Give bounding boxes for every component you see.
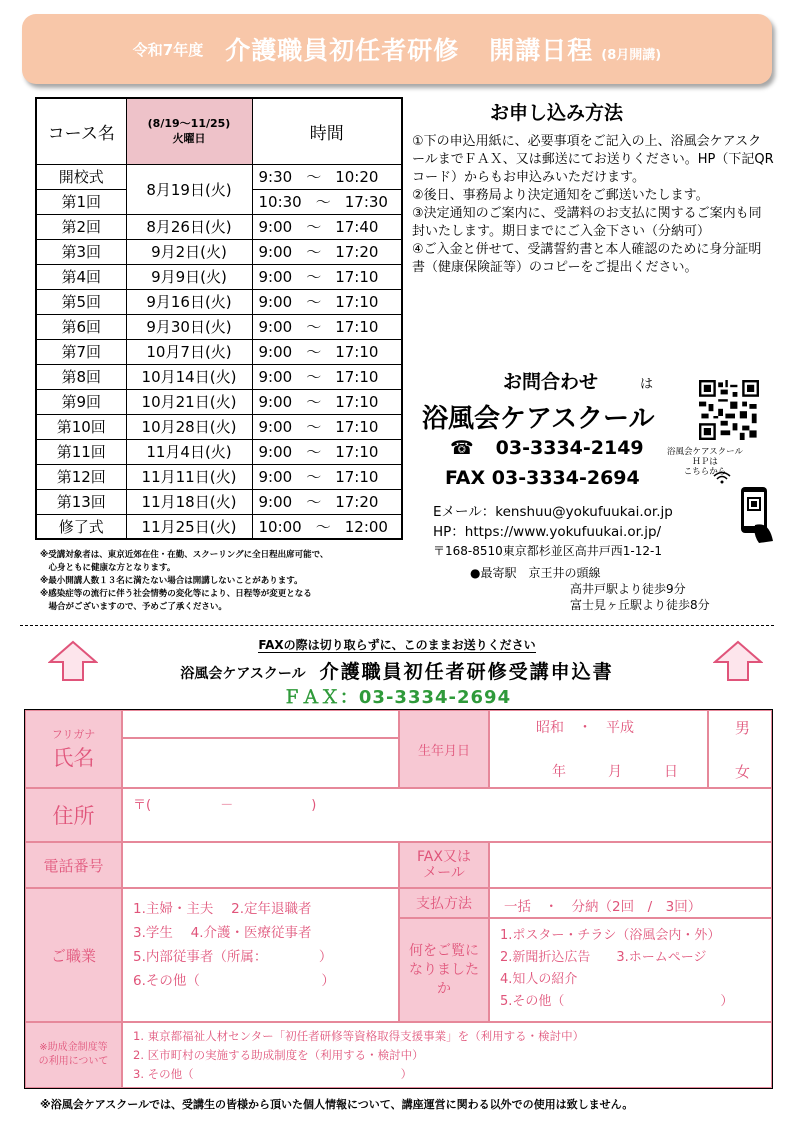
- schedule-date: 9月16日(火): [126, 289, 252, 314]
- schedule-notes: ※受講対象者は、東京近郊在住・在勤、スクーリングに全日程出席可能で、 心身ともに健康な方となります。 ※最小開講人数１３名に満たない場合は開講しないことがあります。 ※感染症等の流行に伴う社会情勢の変化等により、日程等が変更となる 場合がございますので、予めご了承ください。: [40, 550, 329, 612]
- schedule-header-course: コース名: [36, 98, 126, 164]
- schedule-row: [36, 164, 402, 189]
- phone-label-cell: 電話番号: [25, 842, 122, 888]
- up-arrow-icon: [713, 640, 763, 682]
- application-title: お申し込み方法: [490, 102, 624, 124]
- schedule-time: 9:00 ～ 17:10: [252, 264, 402, 289]
- application-form: [24, 709, 773, 1089]
- schedule-date: 11月18日(火): [126, 489, 252, 514]
- signal-icon: [712, 470, 732, 484]
- schedule-row: [36, 239, 402, 264]
- smartphone-scan-icon: [735, 485, 775, 545]
- schedule-date: 8月19日(火): [126, 164, 252, 214]
- contact-ha: は: [640, 377, 654, 392]
- occupation-options[interactable]: 1.主婦・主夫 2.定年退職者 3.学生 4.介護・医療従事者 5.内部従事者（所属： ） 6.その他（ ）: [122, 888, 399, 1022]
- schedule-time: 9:00 ～ 17:10: [252, 364, 402, 389]
- name-label-cell: フリガナ 氏名: [25, 710, 122, 788]
- header-subtitle: (8月開講): [601, 47, 662, 63]
- schedule-course-name: 第11回: [36, 439, 126, 464]
- header-title: 介護職員初任者研修: [225, 36, 460, 65]
- phone-field[interactable]: [122, 842, 399, 888]
- schedule-date: 8月26日(火): [126, 214, 252, 239]
- schedule-header-date: (8/19～11/25) 火曜日: [126, 98, 252, 164]
- form-fax-number: ＦＡＸ：03-3334-2694: [282, 687, 512, 708]
- schedule-time: 9:00 ～ 17:10: [252, 314, 402, 339]
- up-arrow-icon: [48, 640, 98, 682]
- contact-title: お問合わせ: [503, 371, 599, 393]
- header-title-schedule: 開講日程: [489, 36, 594, 65]
- schedule-row: [36, 314, 402, 339]
- contact-school-name: 浴風会ケアスクール: [422, 404, 655, 434]
- schedule-course-name: 第13回: [36, 489, 126, 514]
- application-steps: [412, 133, 774, 277]
- schedule-course-name: 第8回: [36, 364, 126, 389]
- schedule-course-name: 第7回: [36, 339, 126, 364]
- contact-tel: [450, 437, 644, 459]
- header-banner: [22, 14, 772, 84]
- schedule-course-name: 修了式: [36, 514, 126, 539]
- schedule-time: 9:00 ～ 17:10: [252, 339, 402, 364]
- schedule-table: [35, 97, 403, 540]
- schedule-date: 9月9日(火): [126, 264, 252, 289]
- fax-mail-label-cell: FAX又は メール: [399, 842, 489, 888]
- schedule-course-name: 第3回: [36, 239, 126, 264]
- application-step: ②後日、事務局より決定通知をご郵送いたします。: [412, 188, 709, 203]
- schedule-time: 9:00 ～ 17:10: [252, 439, 402, 464]
- fax-mail-field[interactable]: [489, 842, 772, 888]
- schedule-time: 9:00 ～ 17:40: [252, 214, 402, 239]
- schedule-row: [36, 289, 402, 314]
- schedule-date: 11月25日(火): [126, 514, 252, 539]
- contact-address: 〒168-8510東京都杉並区高井戸西1-12-1: [433, 544, 662, 558]
- schedule-row: [36, 264, 402, 289]
- schedule-time: 9:00 ～ 17:10: [252, 414, 402, 439]
- source-options[interactable]: 1.ポスター・チラシ（浴風会内・外） 2.新聞折込広告 3.ホームページ 4.知人の紹介 5.その他（ ）: [489, 918, 772, 1022]
- birthdate-field[interactable]: 昭和 ・ 平成 年 月 日: [489, 710, 708, 788]
- fax-note: FAXの際は切り取らずに、このままお送りください: [258, 638, 536, 652]
- birthdate-label-cell: 生年月日: [399, 710, 489, 788]
- name-field[interactable]: [122, 738, 399, 788]
- schedule-course-name: 第10回: [36, 414, 126, 439]
- schedule-time: 9:00 ～ 17:20: [252, 239, 402, 264]
- schedule-row: [36, 489, 402, 514]
- schedule-course-name: 第5回: [36, 289, 126, 314]
- schedule-row: [36, 214, 402, 239]
- nearest-station: ●最寄駅 京王井の頭線 高井戸駅より徒歩9分 富士見ヶ丘駅より徒歩8分: [470, 566, 710, 612]
- schedule-date: 9月30日(火): [126, 314, 252, 339]
- subsidy-options[interactable]: 1. 東京都福祉人材センター「初任者研修等資格取得支援事業」を（利用する・検討中） 2. 区市町村の実施する助成制度を（利用する・検討中） 3. その他（ ）: [122, 1022, 772, 1088]
- contact-tel-number[interactable]: 03-3334-2149: [495, 437, 644, 459]
- application-step: ③決定通知のご案内に、受講料のお支払に関するご案内も同封いたします。期日までにご入金下さい（分納可）: [412, 206, 762, 239]
- schedule-row: [36, 464, 402, 489]
- payment-options[interactable]: 一括 ・ 分納（2回 / 3回）: [489, 888, 772, 918]
- form-title: 浴風会ケアスクール 介護職員初任者研修受講申込書: [180, 661, 614, 683]
- telephone-icon: ☎: [450, 437, 474, 459]
- schedule-header-time: 時間: [252, 98, 402, 164]
- occupation-label-cell: ご職業: [25, 888, 122, 1022]
- contact-website[interactable]: HP：https://www.yokufuukai.or.jp/: [433, 524, 662, 540]
- cut-line-divider: [20, 625, 774, 626]
- application-step: ④ご入金と併せて、受講誓約書と本人確認のために身分証明書（健康保険証等）のコピーをご提出ください。: [412, 242, 762, 275]
- header-year: 令和7年度: [132, 40, 204, 59]
- address-field[interactable]: 〒( － ): [122, 788, 772, 842]
- contact-email[interactable]: Eメール：kenshuu@yokufuukai.or.jp: [433, 504, 673, 520]
- application-step: ①下の申込用紙に、必要事項をご記入の上、浴風会ケアスクールまでＦＡＸ、又は郵送にてお送りください。HP（下記QRコード）からもお申込みいただけます。: [412, 134, 774, 185]
- payment-label-cell: 支払方法: [399, 888, 489, 918]
- schedule-date: 10月21日(火): [126, 389, 252, 414]
- schedule-row: [36, 339, 402, 364]
- schedule-time: 9:30 ～ 10:20: [252, 164, 402, 189]
- schedule-course-name: 第6回: [36, 314, 126, 339]
- schedule-date: 9月2日(火): [126, 239, 252, 264]
- schedule-row: [36, 414, 402, 439]
- schedule-time: 9:00 ～ 17:10: [252, 289, 402, 314]
- schedule-time: 10:30 ～ 17:30: [252, 189, 402, 214]
- schedule-date: 10月28日(火): [126, 414, 252, 439]
- gender-field[interactable]: 男 女: [708, 710, 772, 788]
- schedule-course-name: 第1回: [36, 189, 126, 214]
- schedule-date: 10月7日(火): [126, 339, 252, 364]
- qr-code-icon[interactable]: [698, 380, 760, 440]
- schedule-row: [36, 439, 402, 464]
- privacy-footer: ※浴風会ケアスクールでは、受講生の皆様から頂いた個人情報について、講座運営に関わる以外での使用は致しません。: [40, 1098, 634, 1111]
- schedule-course-name: 第4回: [36, 264, 126, 289]
- schedule-date: 11月11日(火): [126, 464, 252, 489]
- schedule-course-name: 第2回: [36, 214, 126, 239]
- schedule-course-name: 第12回: [36, 464, 126, 489]
- schedule-row: [36, 514, 402, 539]
- schedule-course-name: 開校式: [36, 164, 126, 189]
- contact-fax: FAX 03-3334-2694: [445, 467, 640, 489]
- source-label-cell: 何をご覧になりましたか: [399, 918, 489, 1022]
- schedule-course-name: 第9回: [36, 389, 126, 414]
- qr-caption: 浴風会ケアスクール ＨＰは こちらから: [667, 447, 743, 477]
- schedule-row: [36, 364, 402, 389]
- schedule-date: 11月4日(火): [126, 439, 252, 464]
- subsidy-label-cell: ※助成金制度等の利用について: [25, 1022, 122, 1088]
- schedule-time: 9:00 ～ 17:10: [252, 464, 402, 489]
- schedule-time: 10:00 ～ 12:00: [252, 514, 402, 539]
- address-label-cell: 住所: [25, 788, 122, 842]
- schedule-date: 10月14日(火): [126, 364, 252, 389]
- schedule-time: 9:00 ～ 17:10: [252, 389, 402, 414]
- schedule-row: [36, 389, 402, 414]
- schedule-time: 9:00 ～ 17:20: [252, 489, 402, 514]
- furigana-field[interactable]: [122, 710, 399, 738]
